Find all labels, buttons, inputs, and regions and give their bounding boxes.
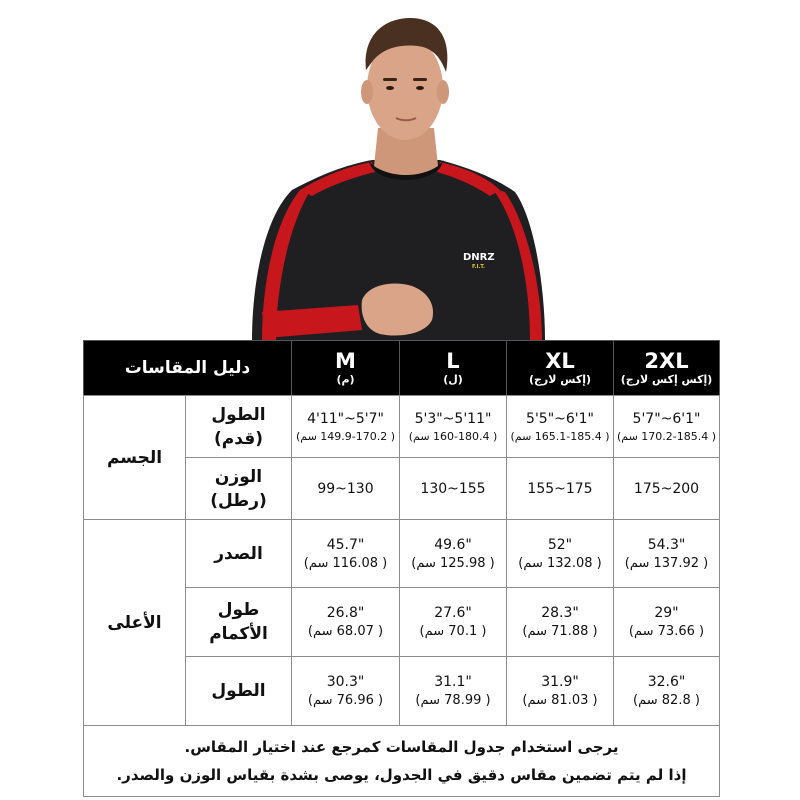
cell-value: 5'7"~6'1" <box>632 410 701 427</box>
model-eye-right <box>416 86 424 90</box>
cell-value: 26.8" <box>326 605 365 621</box>
size-note-line: إذا لم يتم تضمين مقاس دقيق في الجدول، يوصى بشدة بقياس الوزن والصدر. <box>116 766 687 784</box>
cell-value: 5'3"~5'11" <box>414 410 492 427</box>
group-label-body: الجسم <box>84 396 186 520</box>
table-row-height <box>84 396 720 458</box>
cell-value: 54.3" <box>647 536 686 553</box>
table-cell <box>292 520 400 588</box>
cell-value-cm: ( 160-180.4 سم) <box>408 429 498 443</box>
table-cell <box>292 657 400 726</box>
table-cell <box>400 588 507 657</box>
size-header-l <box>400 341 507 396</box>
table-cell: 130~155 <box>400 458 507 520</box>
cell-value-cm: ( 165.1-185.4 سم) <box>510 429 610 443</box>
row-label-sleeve: طول الأكمام <box>186 588 292 657</box>
size-label: M <box>335 349 356 373</box>
cell-value: 30.3" <box>326 674 365 690</box>
size-header-row <box>84 341 720 396</box>
cell-value: 52" <box>547 536 573 553</box>
row-label-chest: الصدر <box>186 520 292 588</box>
row-label-height <box>186 396 292 458</box>
model-ear-left <box>361 80 373 104</box>
model-brow-left <box>383 78 397 81</box>
size-chart-table <box>83 340 720 396</box>
size-chart-body <box>83 395 720 797</box>
brand-logo-text: DNRZ <box>463 252 495 263</box>
cell-value: 27.6" <box>434 605 472 621</box>
size-sublabel: (إكس لارج) <box>528 373 592 386</box>
size-header-xl <box>507 341 614 396</box>
cell-value-cm: ( 132.08 سم) <box>518 555 602 571</box>
table-cell <box>614 396 720 458</box>
size-label: L <box>446 349 460 373</box>
cell-value-cm: ( 78.99 سم) <box>415 693 491 708</box>
table-cell <box>292 396 400 458</box>
cell-value-cm: ( 149.9-170.2 سم) <box>295 429 396 443</box>
table-cell <box>400 657 507 726</box>
cell-value: 45.7" <box>326 536 365 553</box>
cell-value-cm: ( 82.8 سم) <box>633 693 700 708</box>
group-label-top: الأعلى <box>84 520 186 726</box>
table-cell <box>507 396 614 458</box>
table-cell <box>507 588 614 657</box>
size-header-2xl <box>614 341 720 396</box>
row-label-line: الطول <box>211 404 266 425</box>
table-cell <box>507 657 614 726</box>
cell-value: 5'5"~6'1" <box>526 410 594 427</box>
model-eye-left <box>386 86 394 90</box>
table-cell: 155~175 <box>507 458 614 520</box>
model-ear-right <box>437 80 449 104</box>
cell-value: 31.1" <box>434 674 472 690</box>
size-sublabel: (ل) <box>443 373 463 386</box>
size-header-m <box>292 341 400 396</box>
cell-value: 31.9" <box>541 674 579 690</box>
table-row-chest <box>84 520 720 588</box>
size-sublabel: (م) <box>336 373 355 386</box>
model-brow-right <box>413 78 427 81</box>
size-guide-title: دليل المقاسات <box>84 341 292 396</box>
table-cell <box>292 588 400 657</box>
table-cell: 175~200 <box>614 458 720 520</box>
row-label-unit: (رطل) <box>210 490 267 511</box>
size-note-line: يرجى استخدام جدول المقاسات كمرجع عند اختيار المقاس. <box>184 738 619 756</box>
cell-value-cm: ( 76.96 سم) <box>307 693 384 708</box>
cell-value: 4'11"~5'7" <box>307 410 384 427</box>
cell-value: 29" <box>654 605 679 621</box>
row-label-unit: (قدم) <box>214 428 263 449</box>
cell-value-cm: ( 170.2-185.4 سم) <box>616 429 717 443</box>
model-photo <box>0 0 800 345</box>
brand-logo-subtext: F.I.T. <box>472 264 485 270</box>
row-label-line: الوزن <box>214 466 263 487</box>
table-cell <box>400 520 507 588</box>
cell-value: 32.6" <box>647 674 686 690</box>
cell-value-cm: ( 68.07 سم) <box>307 624 384 639</box>
table-cell: 99~130 <box>292 458 400 520</box>
cell-value-cm: ( 116.08 سم) <box>303 555 388 571</box>
cell-value: 28.3" <box>541 605 579 621</box>
cell-value-cm: ( 70.1 سم) <box>419 624 487 639</box>
table-cell <box>400 396 507 458</box>
cell-value-cm: ( 73.66 سم) <box>628 624 705 639</box>
size-sublabel: (إكس إكس لارج) <box>620 373 713 386</box>
cell-value-cm: ( 125.98 سم) <box>411 555 495 571</box>
table-cell <box>614 520 720 588</box>
cell-value-cm: ( 71.88 سم) <box>522 624 598 639</box>
table-cell <box>614 657 720 726</box>
cell-value-cm: ( 81.03 سم) <box>522 693 598 708</box>
table-cell <box>507 520 614 588</box>
size-note <box>84 726 720 797</box>
table-row-note <box>84 726 720 797</box>
row-label-length: الطول <box>186 657 292 726</box>
table-cell <box>614 588 720 657</box>
cell-value-cm: ( 137.92 سم) <box>624 555 709 571</box>
size-label: 2XL <box>644 349 689 373</box>
row-label-weight <box>186 458 292 520</box>
size-label: XL <box>545 349 575 373</box>
cell-value: 49.6" <box>434 536 472 553</box>
